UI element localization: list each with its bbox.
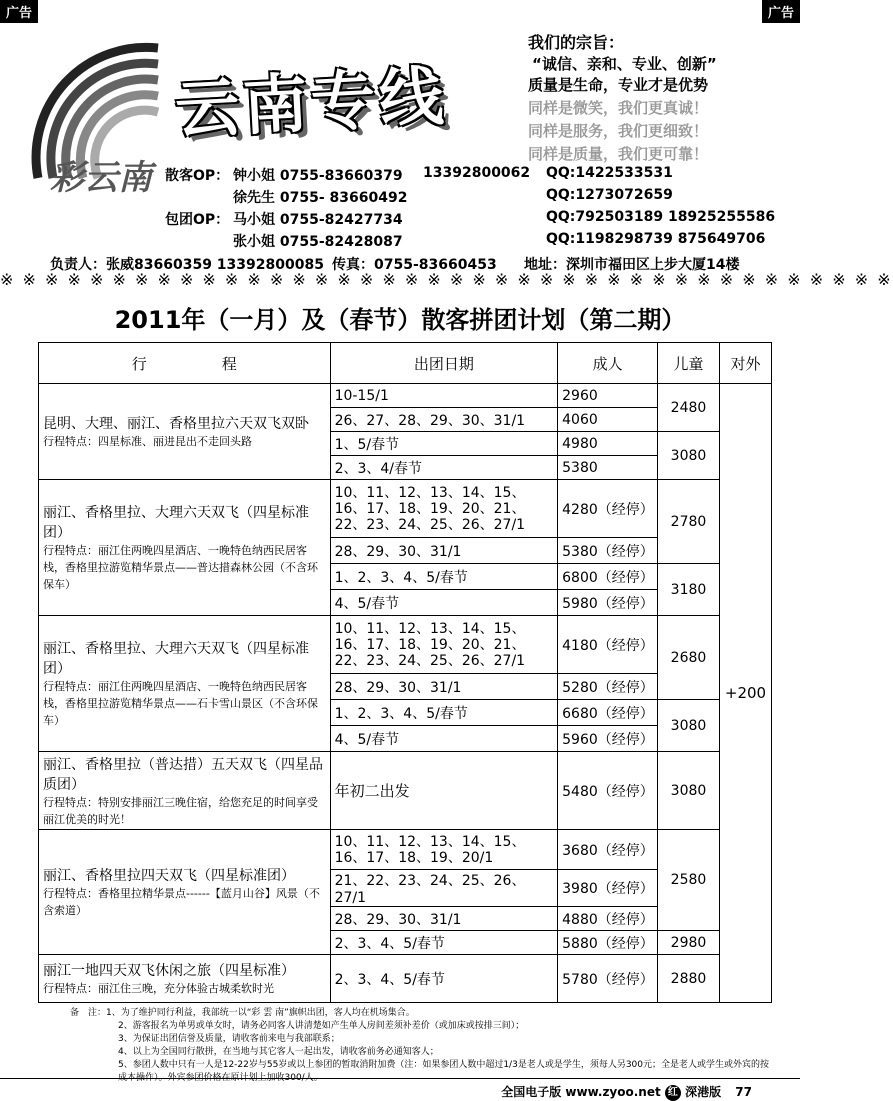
adult-price: 3980（经停） (558, 870, 658, 907)
note-3: 3、为保证出团信誉及质量，请收客前来电与我部联系； (118, 1034, 340, 1044)
retail-mobile-1: 13392800062 (423, 165, 531, 181)
table-header-row (39, 343, 772, 384)
decorative-divider: ※ ※ ※ ※ ※ ※ ※ ※ ※ ※ ※ ※ ※ ※ ※ ※ ※ ※ ※ ※ ※ ※ ※ ※ ※ ※ ※ ※ ※ ※ ※ ※ ※ ※ ※ ※ ※ ※ ※ ※ (0, 270, 893, 289)
table-row (39, 480, 772, 538)
route-name: 昆明、大理、丽江、香格里拉六天双飞双卧 (43, 416, 309, 432)
date-cell: 年初二出发 (330, 752, 558, 830)
child-price: 2980 (658, 931, 720, 955)
retail-contact-1: 钟小姐 0755-83660379 (233, 168, 403, 184)
plan-title: 2011年（一月）及（春节）散客拼团计划（第二期） (114, 306, 686, 334)
retail-contact-2: 徐先生 0755- 83660492 (233, 190, 408, 206)
date-cell: 10、11、12、13、14、15、16、17、18、19、20、21、22、23、24、25、26、27/1 (330, 616, 558, 674)
child-price: 2680 (658, 616, 720, 700)
address: 地址：深圳市福田区上步大厦14楼 (524, 257, 740, 273)
adult-price: 5380 (558, 456, 658, 480)
group-contact-2: 张小姐 0755-82428087 (233, 234, 403, 250)
adult-price: 2960 (558, 384, 658, 408)
fax-contact: 传真：0755-83660453 (332, 257, 497, 273)
date-cell: 4、5/春节 (330, 590, 558, 616)
route-name: 丽江一地四天双飞休闲之旅（四星标准） (43, 963, 295, 979)
footer-site[interactable]: 全国电子版 www.zyoo.net (501, 1085, 661, 1099)
date-cell: 28、29、30、31/1 (330, 538, 558, 564)
date-cell: 1、2、3、4、5/春节 (330, 700, 558, 726)
route-feature: 行程特点：丽江住两晚四星酒店、一晚特色纳西民居客栈，香格里拉游览精华景点——石卡雪山景区（不含环保车） (43, 680, 318, 727)
adult-price: 5980（经停） (558, 590, 658, 616)
adult-price: 4980 (558, 432, 658, 456)
child-price: 3080 (658, 432, 720, 480)
note-4: 4、以上为全国同行散拼，在当地与其它客人一起出发，请收客前务必通知客人； (118, 1047, 439, 1057)
retail-qq-1: QQ:1422533531 (546, 165, 673, 181)
adult-price: 6800（经停） (558, 564, 658, 590)
route-feature: 行程特点：特别安排丽江三晚住宿，给您充足的时间享受丽江优美的时光！ (43, 795, 318, 826)
red-badge-icon: 红 (665, 1085, 681, 1101)
notes-block (70, 1007, 770, 1085)
slogan-title: 我们的宗旨： (528, 33, 625, 52)
adult-price: 5480（经停） (558, 752, 658, 830)
group-qq-1: QQ:792503189 18925255586 (546, 209, 776, 225)
manager-contact: 负责人：张威83660359 13392800085 (50, 257, 324, 273)
adult-price: 5380（经停） (558, 538, 658, 564)
note-1: 1、为了维护同行利益，我部统一以“彩 雲 南”旗帜出团，客人均在机场集合。 (106, 1008, 415, 1018)
group-contact-1: 马小姐 0755-82427734 (233, 212, 403, 228)
route-name: 丽江、香格里拉、大理六天双飞（四星标准团） (43, 641, 309, 677)
slogan-line3: 同样是微笑，我们更真诚！ (528, 99, 709, 117)
table-row (39, 752, 772, 830)
note-5: 5、参团人数中只有一人是12-22岁与55岁或以上参团的暂取消附加费（注：如果参团人数中超过1/3是老人或是学生，须每人另300元；全是老人或学生或外宾的按成本操作）。外宾参团价格在原计划上加收300/人。 (118, 1060, 769, 1083)
date-cell: 28、29、30、31/1 (330, 907, 558, 931)
group-label: 包团OP： (165, 212, 230, 228)
date-cell: 26、27、28、29、30、31/1 (330, 408, 558, 432)
header-child: 儿童 (658, 343, 720, 384)
slogan-line4: 同样是服务，我们更细致！ (528, 122, 709, 140)
table-row (39, 384, 772, 408)
date-cell: 1、5/春节 (330, 432, 558, 456)
date-cell: 1、2、3、4、5/春节 (330, 564, 558, 590)
tour-plan-table (38, 342, 772, 1003)
note-line (70, 1007, 770, 1020)
child-price: 2880 (658, 955, 720, 1003)
adult-price: 6680（经停） (558, 700, 658, 726)
route-name: 丽江、香格里拉、大理六天双飞（四星标准团） (43, 505, 309, 541)
header-date: 出团日期 (330, 343, 558, 384)
adult-price: 5880（经停） (558, 931, 658, 955)
date-cell: 10-15/1 (330, 384, 558, 408)
route-cell (39, 830, 331, 955)
date-cell: 2、3、4、5/春节 (330, 931, 558, 955)
notes-label: 备 注： (70, 1008, 107, 1018)
route-name: 丽江、香格里拉四天双飞（四星标准团） (43, 868, 295, 884)
slogan-line2: 质量是生命，专业才是优势 (528, 76, 709, 94)
route-cell (39, 955, 331, 1003)
slogan-line5: 同样是质量，我们更可靠！ (528, 145, 709, 163)
ad-label-right: 广告 (762, 0, 800, 23)
slogan-block (528, 30, 788, 164)
date-cell: 4、5/春节 (330, 726, 558, 752)
date-cell: 10、11、12、13、14、15、16、17、18、19、20、21、22、23、24、25、26、27/1 (330, 480, 558, 538)
ad-label-left: 广告 (0, 0, 38, 23)
retail-label: 散客OP： (165, 168, 230, 184)
adult-price: 4060 (558, 408, 658, 432)
external-surcharge: +200 (719, 384, 771, 1003)
adult-price: 4280（经停） (558, 480, 658, 538)
route-cell (39, 384, 331, 480)
adult-price: 5780（经停） (558, 955, 658, 1003)
date-cell: 10、11、12、13、14、15、16、17、18、19、20/1 (330, 830, 558, 870)
route-feature: 行程特点：香格里拉精华景点------【蓝月山谷】风景（不含索道） (43, 887, 320, 917)
child-price: 2480 (658, 384, 720, 432)
adult-price: 5280（经停） (558, 674, 658, 700)
route-feature: 行程特点：丽江住三晚，充分体验古城柔软时光 (43, 982, 274, 995)
route-name: 丽江、香格里拉（普达措）五天双飞（四星品质团） (43, 756, 323, 793)
page-number: 77 (735, 1085, 752, 1099)
route-cell (39, 616, 331, 752)
adult-price: 5960（经停） (558, 726, 658, 752)
footer (501, 1083, 752, 1101)
date-cell: 2、3、4/春节 (330, 456, 558, 480)
adult-price: 4880（经停） (558, 907, 658, 931)
route-feature: 行程特点：丽江住两晚四星酒店、一晚特色纳西民居客栈，香格里拉游览精华景点——普达措森林公园（不含环保车） (43, 544, 318, 591)
group-qq-2: QQ:1198298739 875649706 (546, 231, 766, 247)
child-price: 2780 (658, 480, 720, 564)
brand-subtitle: 彩云南 (50, 158, 152, 198)
table-row (39, 830, 772, 870)
date-cell: 21、22、23、24、25、26、27/1 (330, 870, 558, 907)
header-adult: 成人 (558, 343, 658, 384)
table-row (39, 616, 772, 674)
brand-title: 云南专线 (173, 59, 450, 149)
child-price: 3180 (658, 564, 720, 616)
adult-price: 4180（经停） (558, 616, 658, 674)
note-2: 2、游客报名为单男或单女时，请务必同客人讲清楚如产生单人房间差须补差价（或加床或按排三间）； (118, 1021, 525, 1031)
table-row (39, 955, 772, 1003)
header-route: 行 程 (39, 343, 331, 384)
date-cell: 28、29、30、31/1 (330, 674, 558, 700)
slogan-line1: “诚信、亲和、专业、创新” (532, 55, 717, 73)
route-cell (39, 480, 331, 616)
footer-divider (0, 1078, 800, 1079)
child-price: 3080 (658, 700, 720, 752)
header-external: 对外 (719, 343, 771, 384)
route-cell (39, 752, 331, 830)
child-price: 3080 (658, 752, 720, 830)
route-feature: 行程特点：四星标准、丽进昆出不走回头路 (43, 435, 252, 448)
child-price: 2580 (658, 830, 720, 931)
footer-edition: 深港版 (685, 1085, 722, 1099)
retail-qq-2: QQ:1273072659 (546, 187, 673, 203)
adult-price: 3680（经停） (558, 830, 658, 870)
date-cell: 2、3、4、5/春节 (330, 955, 558, 1003)
